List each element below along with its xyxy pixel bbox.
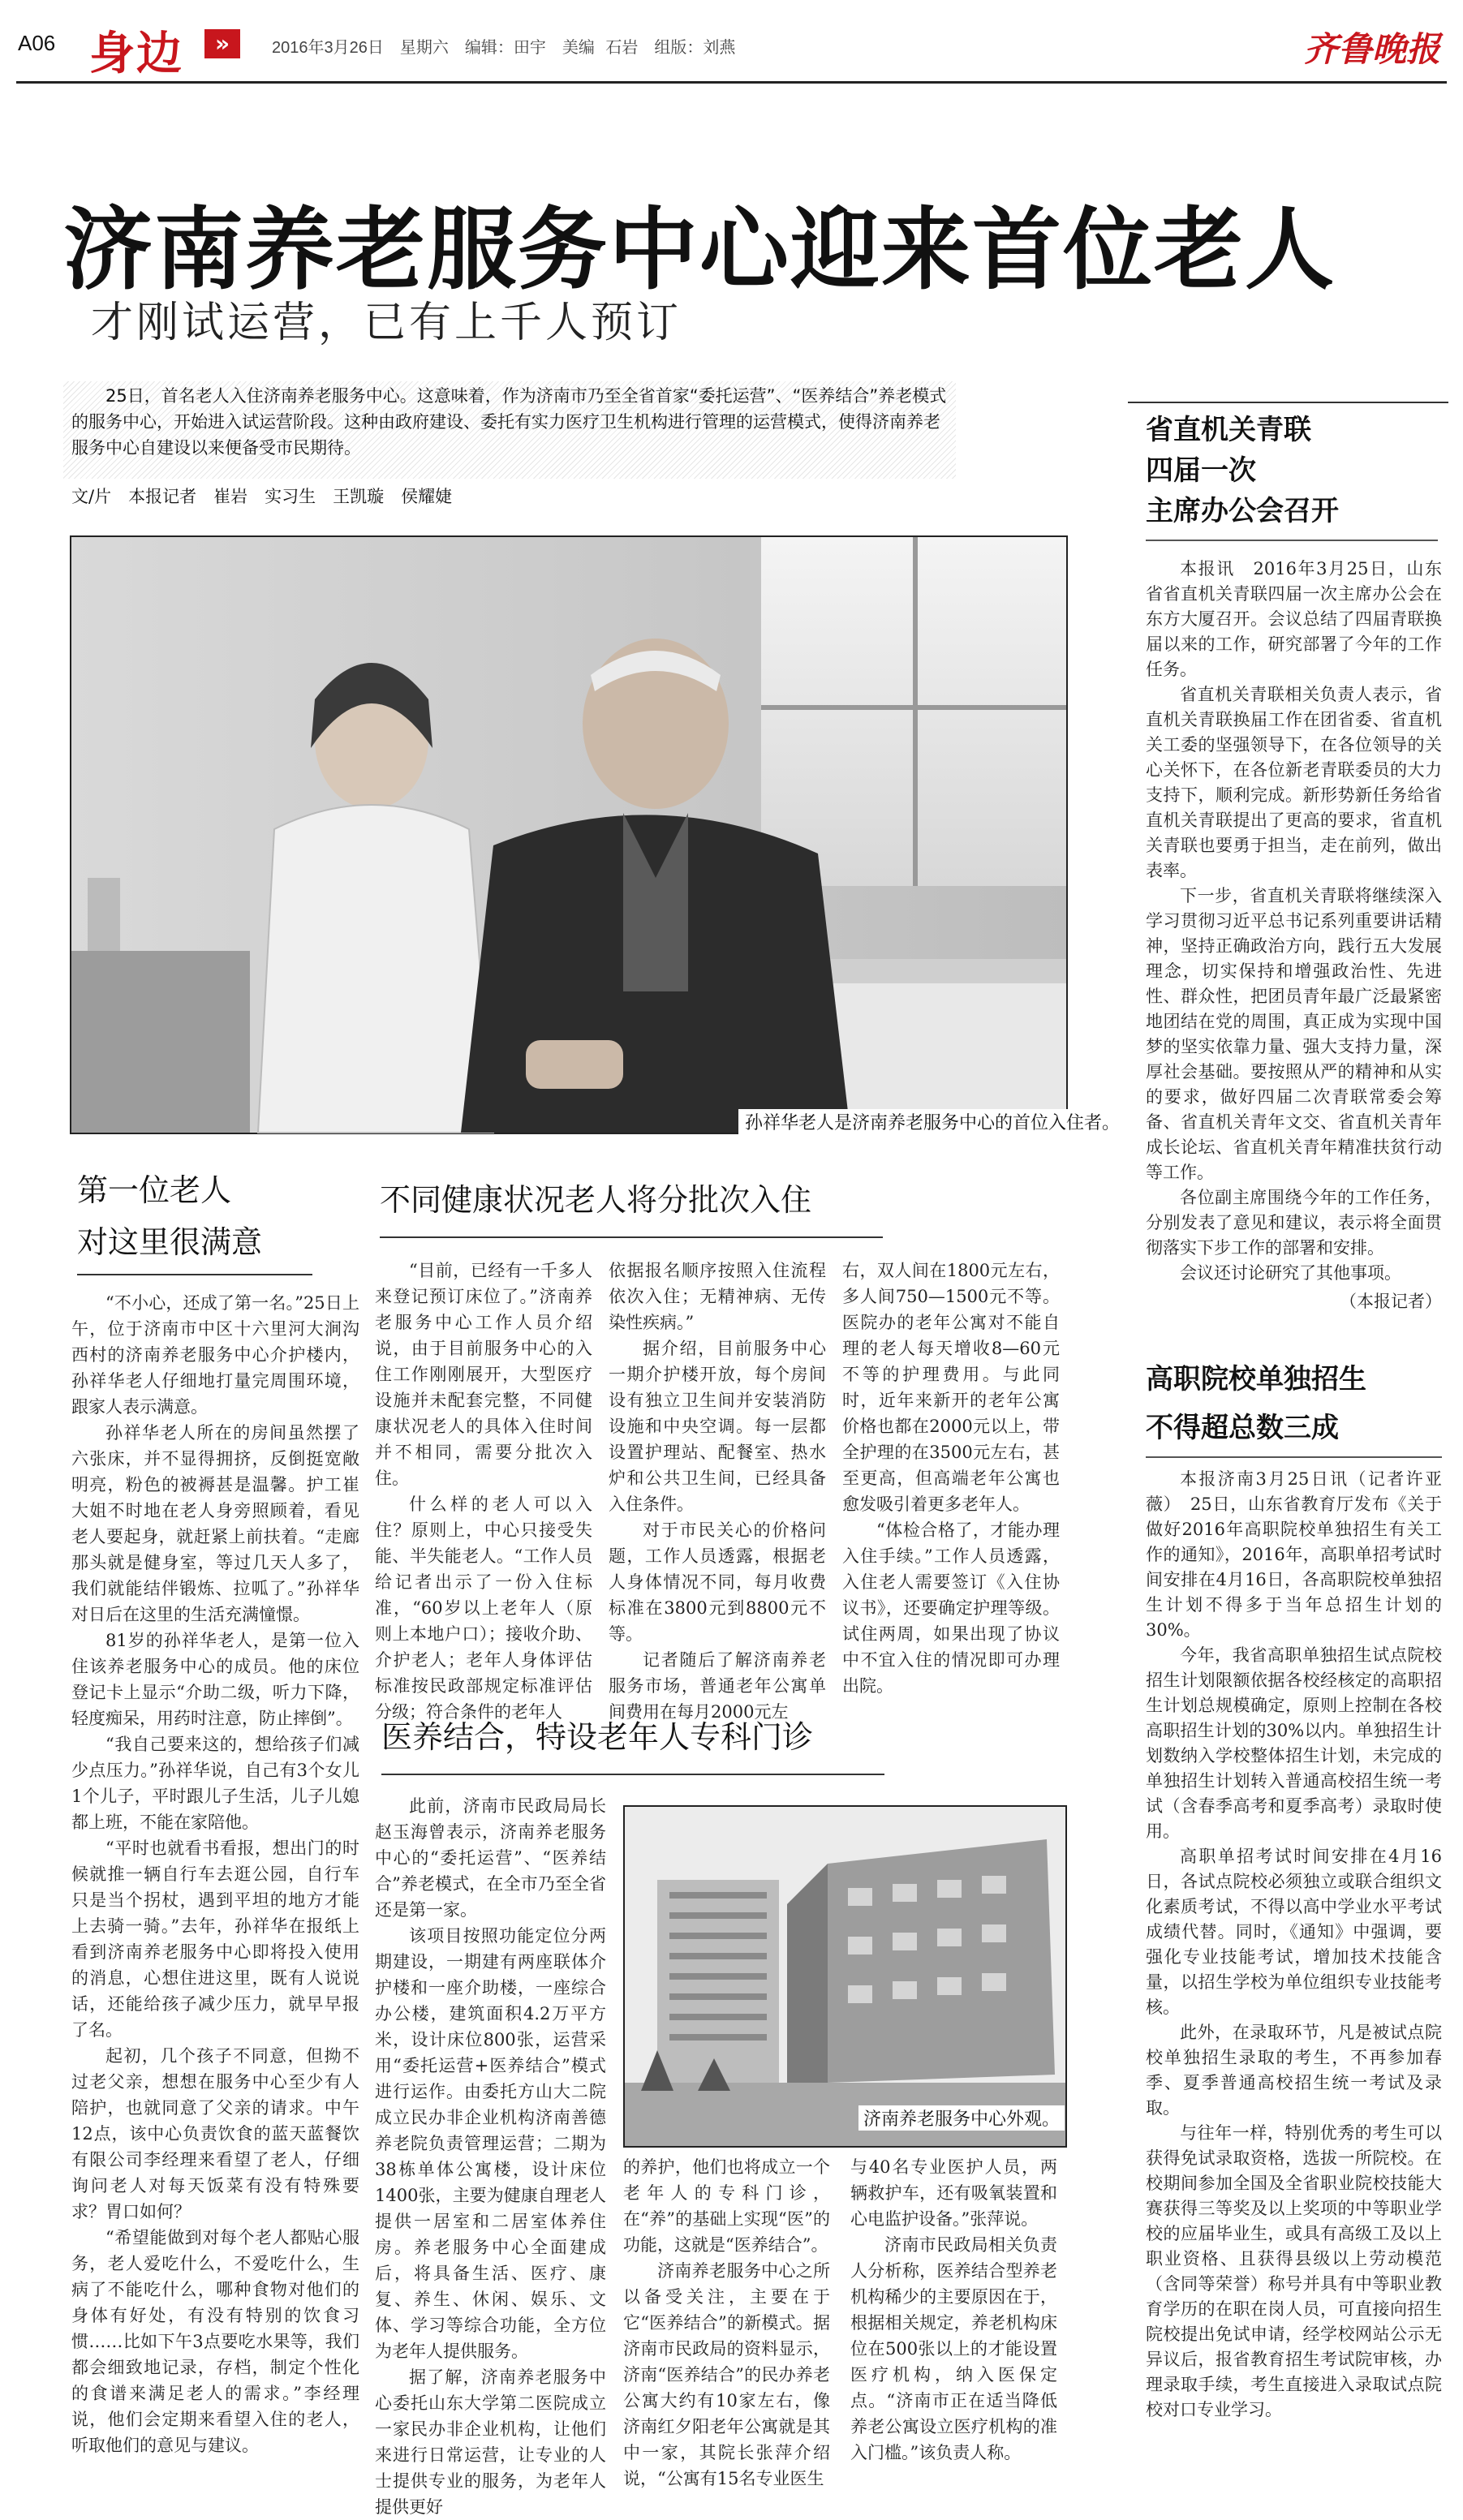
byline: 文/片 本报记者 崔岩 实习生 王凯璇 侯耀婕 — [71, 487, 453, 506]
section-heading-batch-admission: 不同健康状况老人将分批次入住 — [380, 1182, 812, 1218]
photo-main-caption: 孙祥华老人是济南养老服务中心的首位入住者。 — [738, 1109, 1126, 1134]
sidebar-divider — [1146, 1456, 1442, 1458]
paragraph: 本报讯 2016年3月25日，山东省省直机关青联四届一次主席办公会在东方大厦召开。会议总结了四届青联换届以来的工作，研究部署了今年的工作任务。 — [1146, 559, 1442, 679]
sidebar-story-body — [1146, 557, 1442, 1309]
paragraph: 省直机关青联相关负责人表示，省直机关青联换届工作在团省委、省直机关工委的坚强领导下，在各位领导的关心关怀下，在各位新老青联委员的大力支持下，顺利完成。新形势新任务给省直机关青联提出了更高的要求，省直机关青联也要勇于担当，走在前列，做出表率。 — [1146, 685, 1442, 880]
article-column — [842, 1258, 1060, 1696]
title-line: 四届一次 — [1146, 454, 1256, 487]
section-divider — [381, 1774, 884, 1775]
article-column — [71, 1290, 359, 2462]
header-divider — [16, 81, 1447, 84]
chevron-right-icon: » — [204, 29, 240, 58]
paragraph: 各位副主席围绕今年的工作任务，分别发表了意见和建议，表示将全面贯彻落实下步工作的部署和安排。 — [1146, 1188, 1442, 1258]
photo-elderly-resident — [70, 535, 1068, 1134]
issue-meta: 2016年3月26日 星期六 编辑：田宇 美编 石岩 组版：刘燕 — [272, 39, 736, 57]
paragraph: 济南市民政局相关负责人分析称，医养结合型养老机构稀少的主要原因在于，根据相关规定，养老机构床位在500张以上的才能设置医疗机构，纳入医保定点。“济南市正在适当降低养老公寓设立医疗机构的准入门槛。”该负责人称。 — [850, 2235, 1057, 2462]
article-column — [850, 2154, 1057, 2462]
paragraph: “体检合格了，才能办理入住手续。”工作人员透露，入住老人需要签订《入住协议书》，还要确定护理等级。试住两周，如果出现了协议中不宜入住的情况即可办理出院。 — [842, 1520, 1060, 1696]
article-column — [609, 1258, 826, 1722]
paragraph: 对于市民关心的价格问题，工作人员透露，根据老人身体情况不同，每月收费标准在3800元到8800元不等。 — [609, 1520, 826, 1644]
paragraph: 依据报名顺序按照入住流程依次入住；无精神病、无传染性疾病。” — [609, 1261, 826, 1332]
paragraph: 济南养老服务中心之所以备受关注，主要在于它“医养结合”的新模式。据济南市民政局的资料显示，济南“医养结合”的民办养老公寓大约有10家左右，像济南红夕阳老年公寓就是其中一家，其院长张萍介绍说，“公寓有15名专业医生 — [623, 2261, 830, 2488]
paragraph: 与往年一样，特别优秀的考生可以获得免试录取资格，选拔一所院校。在校期间参加全国及全省职业院校技能大赛获得三等奖及以上奖项的中等职业学校的应届毕业生，或具有高级工及以上职业资格、且获得县级以上劳动模范（含同等荣誉）称号并具有中等职业教育学历的在职在岗人员，可直接向招生院校提出免试申请，经学校网站公示无异议后，报省教育招生考试院审核，办理录取手续，考生直接进入录取试点院校对口专业学习。 — [1146, 2123, 1442, 2419]
paragraph: 此外，在录取环节，凡是被试点院校单独招生录取的考生，不再参加春季、夏季普通高校招生统一考试及录取。 — [1146, 2023, 1442, 2118]
paragraph: “我自己要来这的，想给孩子们减少点压力。”孙祥华说，自己有3个女儿1个儿子，平时跟儿子生活，儿子儿媳都上班，不能在家陪他。 — [71, 1735, 359, 1832]
paragraph: “平时也就看书看报，想出门的时候就推一辆自行车去逛公园，自行车只是当个拐杖，遇到平坦的地方才能上去骑一骑。”去年，孙祥华在报纸上看到济南养老服务中心即将投入使用的消息，心想住进这里，既有人说说话，还能给孩子减少压力，就早早报了名。 — [71, 1838, 359, 2040]
title-line: 省直机关青联 — [1146, 414, 1311, 446]
paragraph: 据介绍，目前服务中心一期介护楼开放，每个房间设有独立卫生间并安装消防设施和中央空调。每一层都设置护理站、配餐室、热水炉和公共卫生间，已经具备入住条件。 — [609, 1339, 826, 1514]
paragraph: 下一步，省直机关青联将继续深入学习贯彻习近平总书记系列重要讲话精神，坚持正确政治方向，践行五大发展理念，切实保持和增强政治性、先进性、群众性，把团员青年最广泛最紧密地团结在党的周围，真正成为实现中国梦的坚实依靠力量、强大支持力量，深厚社会基础。要按照从严的精神和从实的要求，做好四届二次青联常委会筹备、省直机关青年文交、省直机关青年成长论坛、省直机关青年精准扶贫行动等工作。 — [1146, 886, 1442, 1182]
paragraph: 今年，我省高职单独招生试点院校招生计划限额依据各校经核定的高职招生计划总规模确定，原则上控制在各校高职招生计划的30%以内。单独招生计划数纳入学校整体招生计划，未完成的单独招生计划转入普通高校招生统一考试（含春季高考和夏季高考）录取时使用。 — [1146, 1645, 1442, 1841]
paragraph: 81岁的孙祥华老人，是第一位入住该养老服务中心的成员。他的床位登记卡上显示“介助二级，听力下降，轻度痴呆，用药时注意，防止摔倒”。 — [71, 1631, 359, 1728]
paragraph: 本报济南3月25日讯（记者许亚薇） 25日，山东省教育厅发布《关于做好2016年高职院校单独招生有关工作的通知》，2016年，高职单招考试时间安排在4月16日，各高职院校单独招生计划不得多于当年总招生计划的30%。 — [1146, 1469, 1442, 1640]
photo-building-exterior — [623, 1805, 1067, 2148]
sidebar-story-body — [1146, 1467, 1442, 2465]
paragraph: “目前，已经有一千多人来登记预订床位了。”济南养老服务中心工作人员介绍说，由于目前服务中心的入住工作刚刚展开，大型医疗设施并未配套完整，不同健康状况老人的具体入住时间并不相同，需要分批次入住。 — [375, 1261, 592, 1488]
section-divider — [77, 1274, 312, 1275]
section-heading-medical-care: 医养结合，特设老年人专科门诊 — [381, 1719, 814, 1755]
paragraph: 此前，济南市民政局局长赵玉海曾表示，济南养老服务中心的“委托运营”、“医养结合”养老模式，在全市乃至全省还是第一家。 — [375, 1796, 606, 1920]
article-column — [375, 1258, 592, 1722]
article-column — [623, 2154, 830, 2488]
paragraph: “不小心，还成了第一名。”25日上午，位于济南市中区十六里河大涧沟西村的济南养老服务中心介护楼内，孙祥华老人仔细地打量完周围环境，跟家人表示满意。 — [71, 1293, 359, 1417]
paragraph: 高职单招考试时间安排在4月16日，各试点院校必须独立或联合组织文化素质考试，不得以高中学业水平考试成绩代替。同时，《通知》中强调，要强化专业技能考试，增加技术技能含量，以招生学校为单位组织专业技能考核。 — [1146, 1847, 1442, 2017]
paragraph: 起初，几个孩子不同意，但拗不过老父亲，想想在服务中心至少有人陪护，也就同意了父亲的请求。中午12点，该中心负责饮食的蓝天蓝餐饮有限公司李经理来看望了老人，仔细询问老人对每天饭菜有没有特殊要求？胃口如何？ — [71, 2046, 359, 2221]
paragraph: 记者随后了解济南养老服务市场，普通老年公寓单间费用在每月2000元左 — [609, 1650, 826, 1722]
masthead-logo: 齐鲁晚报 — [1303, 29, 1440, 69]
paragraph: “希望能做到对每个老人都贴心服务，老人爱吃什么，不爱吃什么，生病了不能吃什么，哪种食物对他们的身体有好处，有没有特别的饮食习惯……比如下午3点要吃水果等，我们都会细致地记录，存档，制定个性化的食谱来满足老人的需求。”李经理说，他们会定期来看望入住的老人，听取他们的意见与建议。 — [71, 2228, 359, 2455]
paragraph: 该项目按照功能定位分两期建设，一期建有两座联体介护楼和一座介助楼，一座综合办公楼，建筑面积4.2万平方米，设计床位800张，运营采用“委托运营+医养结合”模式进行运作。由委托方山大二院成立民办非企业机构济南善德养老院负责管理运营；二期为38栋单体公寓楼，设计床位1400张，主要为健康自理老人提供一居室和二居室体养住房。养老服务中心全面建成后，将具备生活、医疗、康复、养生、休闲、娱乐、文体、学习等综合功能，全方位为老年人提供服务。 — [375, 1926, 606, 2361]
title-line: 不得超总数三成 — [1146, 1412, 1339, 1444]
sub-headline: 才刚试运营，已有上千人预订 — [91, 299, 682, 347]
photo-building-caption: 济南养老服务中心外观。 — [858, 2105, 1065, 2131]
sidebar-story-title — [1146, 410, 1438, 531]
lead-paragraph: 25日，首名老人入住济南养老服务中心。这意味着，作为济南市乃至全省首家“委托运营”、“医养结合”养老模式的服务中心，开始进入试运营阶段。这种由政府建设、委托有实力医疗卫生机构进行管理的运营模式，使得济南养老服务中心自建设以来便备受市民期待。 — [71, 386, 947, 458]
section-tag: 身边 — [89, 28, 183, 80]
paragraph: 据了解，济南养老服务中心委托山东大学第二医院成立一家民办非企业机构，让他们来进行日常运营，让专业的人士提供专业的服务，为老年人提供更好 — [375, 2367, 606, 2517]
section-heading-line: 第一位老人 — [77, 1172, 232, 1208]
paragraph: 与40名专业医护人员，两辆救护车，还有吸氧装置和心电监护设备。”张萍说。 — [850, 2157, 1057, 2229]
photo-illustration — [71, 537, 1066, 1133]
page-number: A06 — [18, 31, 56, 55]
sidebar-divider — [1128, 402, 1448, 403]
signature: （本报记者） — [1340, 1292, 1442, 1311]
paragraph: 什么样的老人可以入住？原则上，中心只接受失能、半失能老人。“工作人员给记者出示了一份入住标准，“60岁以上老年人（原则上本地户口）；接收介助、介护老人；老年人身体评估标准按民政部规定标准评估分级；符合条件的老年人 — [375, 1494, 592, 1722]
sidebar-divider — [1146, 540, 1438, 541]
title-line: 主席办公会召开 — [1146, 495, 1339, 527]
article-column — [375, 1793, 606, 2517]
paragraph: 会议还讨论研究了其他事项。 — [1180, 1263, 1401, 1283]
paragraph: 右，双人间在1800元左右，多人间750—1500元不等。医院办的老年公寓对不能自理的老人每天增收8—60元不等的护理费用。与此同时，近年来新开的老年公寓价格也都在2000元以上，带全护理的在3500元左右，甚至更高，但高端老年公寓也愈发吸引着更多老年人。 — [842, 1261, 1060, 1514]
paragraph: 的养护，他们也将成立一个老年人的专科门诊，在“养”的基础上实现“医”的功能，这就是“医养结合”。 — [623, 2157, 830, 2255]
section-divider — [380, 1236, 883, 1238]
main-headline: 济南养老服务中心迎来首位老人 — [63, 198, 1336, 302]
section-heading-first-resident — [77, 1164, 345, 1268]
sidebar-story-title — [1146, 1355, 1454, 1452]
section-heading-line: 对这里很满意 — [77, 1224, 263, 1260]
photo-illustration — [625, 1807, 1065, 2146]
paragraph: 孙祥华老人所在的房间虽然摆了六张床，并不显得拥挤，反倒挺宽敞明亮，粉色的被褥甚是温馨。护工崔大姐不时地在老人身旁照顾着，看见老人要起身，就赶紧上前扶着。“走廊那头就是健身室，等过几天人多了，我们就能结伴锻炼、拉呱了。”孙祥华对日后在这里的生活充满憧憬。 — [71, 1423, 359, 1624]
title-line: 高职院校单独招生 — [1146, 1363, 1366, 1395]
